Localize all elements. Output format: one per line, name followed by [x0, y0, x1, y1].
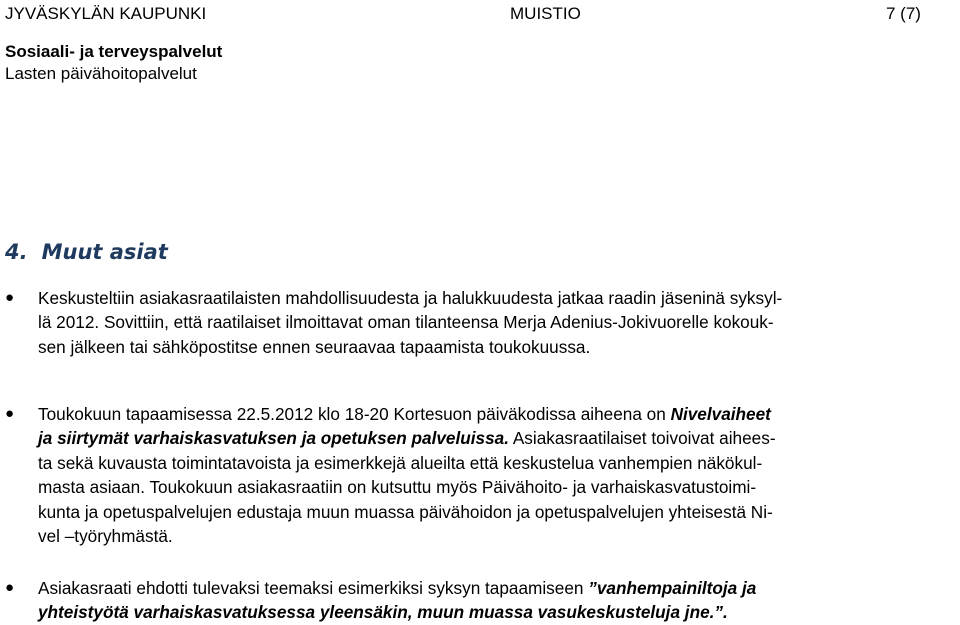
text-line: kunta ja opetuspalvelujen edustaja muun muassa päivähoidon ja opetuspalvelujen yhteisestä Ni- [38, 501, 773, 522]
list-item [38, 286, 950, 359]
text-normal: Asiakasraati ehdotti tulevaksi teemaksi esimerkiksi syksyn tapaamiseen [38, 578, 589, 598]
list-item [38, 576, 950, 625]
text-line [38, 576, 950, 600]
text-line [38, 402, 950, 426]
organization-name: JYVÄSKYLÄN KAUPUNKI [5, 4, 207, 23]
section-heading [5, 240, 168, 264]
bullet-icon: ● [5, 289, 15, 306]
text-line: lä 2012. Sovittiin, että raatilaiset ilmoittavat oman tilanteensa Merja Adenius-Jokivuorelle kokouk- [38, 312, 774, 333]
unit-name: Lasten päivähoitopalvelut [5, 64, 197, 83]
text-emphasis: Nivelvaiheet [670, 404, 771, 424]
text-emphasis: ”vanhempainiltoja ja [588, 578, 757, 598]
bullet-icon: ● [5, 579, 15, 596]
text-line [38, 600, 950, 624]
list-item [38, 402, 950, 548]
section-number: 4. [5, 240, 28, 264]
text-line: ta sekä kuvausta toimintatavoista ja esimerkkejä alueilta että keskustelua vanhempien näkökul- [38, 452, 763, 473]
text-normal: Toukokuun tapaamisessa 22.5.2012 klo 18-20 Kortesuon päiväkodissa aiheena on [38, 404, 671, 424]
text-normal: Asiakasraatilaiset toivoivat aihees- [509, 428, 776, 449]
text-emphasis: ja siirtymät varhaiskasvatuksen ja opetuksen palveluissa. [38, 428, 509, 449]
section-title: Muut asiat [41, 240, 168, 264]
text-line [38, 426, 950, 450]
department-name: Sosiaali- ja terveyspalvelut [5, 42, 223, 61]
text-line: sen jälkeen tai sähköpostitse ennen seuraavaa tapaamista toukokuussa. [38, 336, 591, 357]
page-number: 7 (7) [886, 4, 921, 23]
text-line: masta asiaan. Toukokuun asiakasraatiin on kutsuttu myös Päivähoito- ja varhaiskasvatustoimi- [38, 477, 757, 498]
bullet-icon: ● [5, 405, 15, 422]
text-line: Keskusteltiin asiakasraatilaisten mahdollisuudesta ja halukkuudesta jatkaa raadin jäseninä syksyl- [38, 288, 783, 308]
text-line: vel –työryhmästä. [38, 526, 173, 547]
text-emphasis: yhteistyötä varhaiskasvatuksessa yleensäkin, muun muassa vasukeskusteluja jne.”. [38, 602, 728, 623]
document-type: MUISTIO [510, 4, 581, 23]
